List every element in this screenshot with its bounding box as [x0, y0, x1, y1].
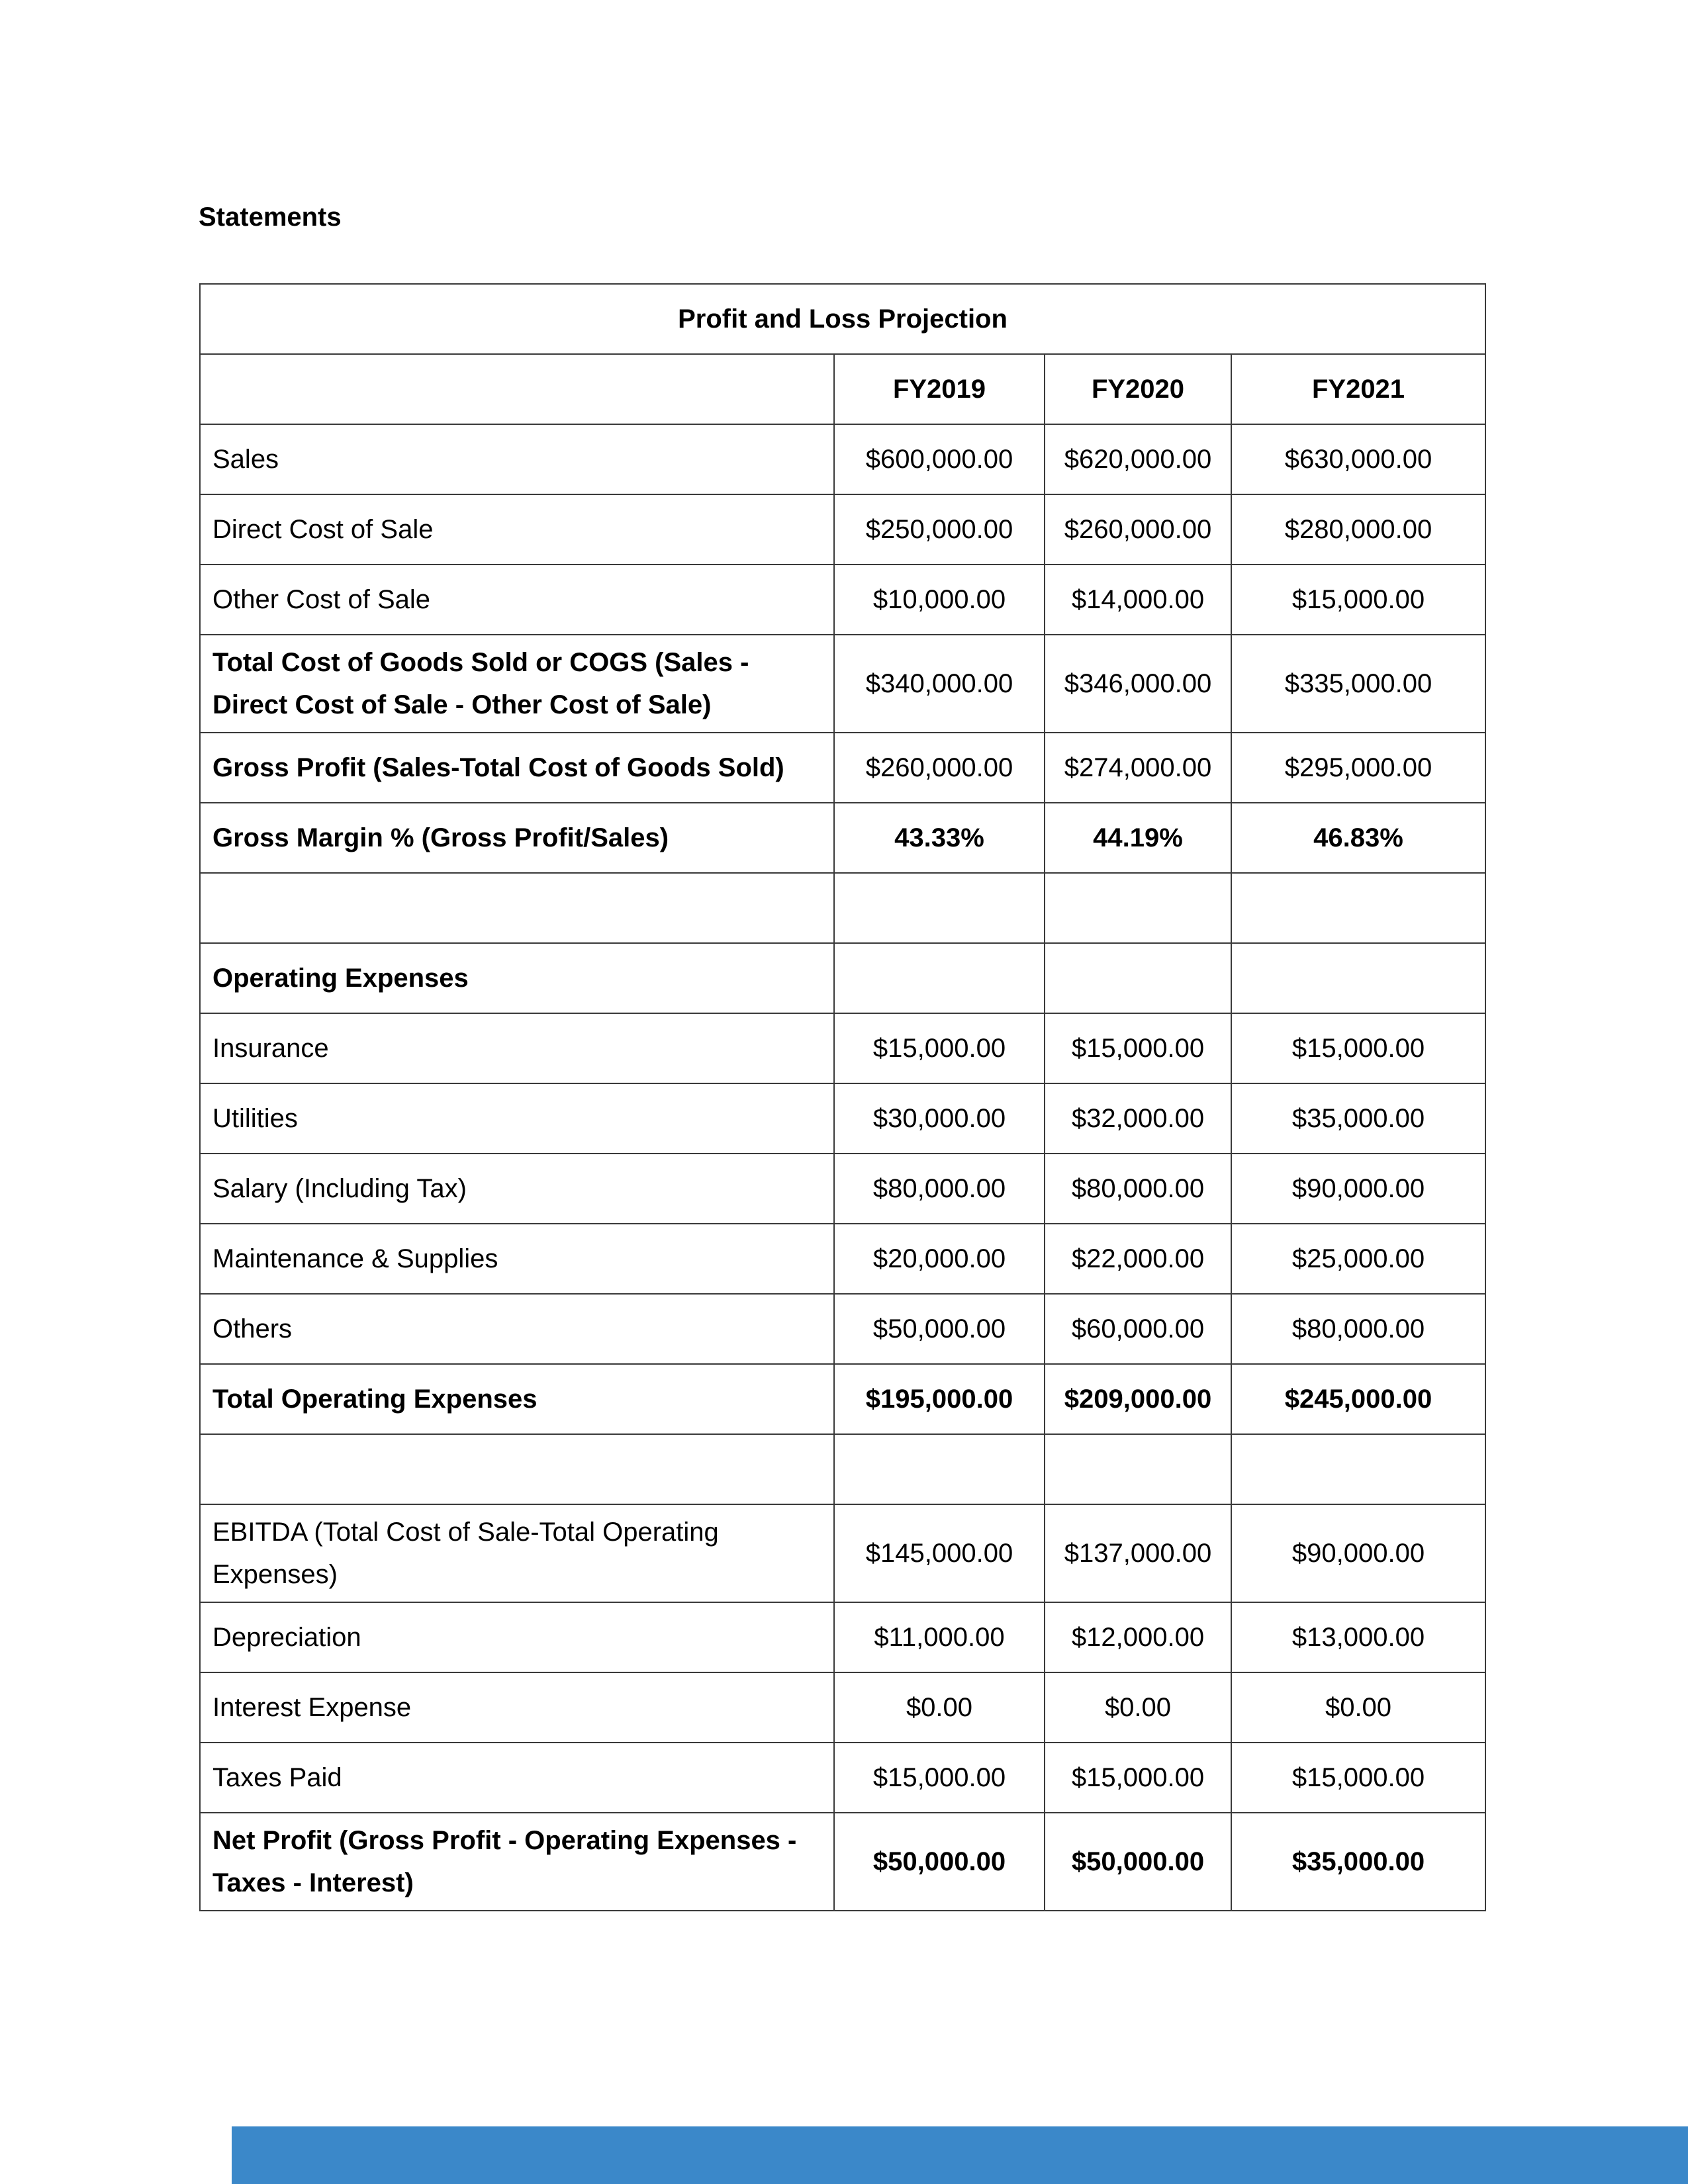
table-row-total-operating-expenses — [200, 1364, 1485, 1434]
cell-fy2020: $137,000.00 — [1045, 1504, 1231, 1602]
column-header-empty — [200, 354, 834, 424]
footer-bar — [232, 2126, 1688, 2184]
section-heading: Statements — [199, 203, 342, 232]
cell-fy2019: $260,000.00 — [834, 733, 1045, 803]
table-row-operating-expenses-header — [200, 943, 1485, 1013]
row-label — [200, 1434, 834, 1504]
cell-fy2019 — [834, 943, 1045, 1013]
cell-fy2021: $630,000.00 — [1231, 424, 1485, 494]
cell-fy2020: $22,000.00 — [1045, 1224, 1231, 1294]
row-label: Depreciation — [200, 1602, 834, 1672]
table-row-salary — [200, 1154, 1485, 1224]
row-label — [200, 873, 834, 943]
cell-fy2021: $80,000.00 — [1231, 1294, 1485, 1364]
column-header-fy2020: FY2020 — [1045, 354, 1231, 424]
cell-fy2021: $35,000.00 — [1231, 1813, 1485, 1911]
row-label: Interest Expense — [200, 1672, 834, 1743]
cell-fy2019: $10,000.00 — [834, 565, 1045, 635]
row-label: Operating Expenses — [200, 943, 834, 1013]
table-row-total-cogs — [200, 635, 1485, 733]
cell-fy2020: $209,000.00 — [1045, 1364, 1231, 1434]
cell-fy2019: $20,000.00 — [834, 1224, 1045, 1294]
table-row-insurance — [200, 1013, 1485, 1083]
cell-fy2019: $30,000.00 — [834, 1083, 1045, 1154]
table-row-ebitda — [200, 1504, 1485, 1602]
row-label: Direct Cost of Sale — [200, 494, 834, 565]
row-label: Utilities — [200, 1083, 834, 1154]
cell-fy2019: $600,000.00 — [834, 424, 1045, 494]
cell-fy2021 — [1231, 1434, 1485, 1504]
row-label: Salary (Including Tax) — [200, 1154, 834, 1224]
cell-fy2020: $260,000.00 — [1045, 494, 1231, 565]
table-row-taxes-paid — [200, 1743, 1485, 1813]
row-label: Taxes Paid — [200, 1743, 834, 1813]
cell-fy2019: $50,000.00 — [834, 1813, 1045, 1911]
row-label: Total Operating Expenses — [200, 1364, 834, 1434]
cell-fy2019: $0.00 — [834, 1672, 1045, 1743]
table-row-maintenance-supplies — [200, 1224, 1485, 1294]
column-header-row — [200, 354, 1485, 424]
table-title: Profit and Loss Projection — [200, 284, 1485, 354]
cell-fy2021: $245,000.00 — [1231, 1364, 1485, 1434]
cell-fy2020: $15,000.00 — [1045, 1013, 1231, 1083]
cell-fy2019 — [834, 873, 1045, 943]
row-label: Other Cost of Sale — [200, 565, 834, 635]
cell-fy2019: $50,000.00 — [834, 1294, 1045, 1364]
cell-fy2019: $195,000.00 — [834, 1364, 1045, 1434]
row-label: Net Profit (Gross Profit - Operating Expenses - Taxes - Interest) — [200, 1813, 834, 1911]
row-label: Gross Profit (Sales-Total Cost of Goods Sold) — [200, 733, 834, 803]
cell-fy2020: $50,000.00 — [1045, 1813, 1231, 1911]
cell-fy2021: $335,000.00 — [1231, 635, 1485, 733]
cell-fy2019: 43.33% — [834, 803, 1045, 873]
row-label: Sales — [200, 424, 834, 494]
cell-fy2019: $15,000.00 — [834, 1013, 1045, 1083]
cell-fy2020: $60,000.00 — [1045, 1294, 1231, 1364]
cell-fy2020: $14,000.00 — [1045, 565, 1231, 635]
row-label: Others — [200, 1294, 834, 1364]
cell-fy2020: $620,000.00 — [1045, 424, 1231, 494]
row-label: Total Cost of Goods Sold or COGS (Sales - Direct Cost of Sale - Other Cost of Sale) — [200, 635, 834, 733]
cell-fy2019: $11,000.00 — [834, 1602, 1045, 1672]
cell-fy2020: $80,000.00 — [1045, 1154, 1231, 1224]
table-row-blank — [200, 1434, 1485, 1504]
row-label: Gross Margin % (Gross Profit/Sales) — [200, 803, 834, 873]
cell-fy2021: $15,000.00 — [1231, 1743, 1485, 1813]
cell-fy2021: $15,000.00 — [1231, 1013, 1485, 1083]
table-row-depreciation — [200, 1602, 1485, 1672]
cell-fy2020: 44.19% — [1045, 803, 1231, 873]
cell-fy2021: $295,000.00 — [1231, 733, 1485, 803]
cell-fy2021: $25,000.00 — [1231, 1224, 1485, 1294]
cell-fy2021: $90,000.00 — [1231, 1504, 1485, 1602]
cell-fy2021: 46.83% — [1231, 803, 1485, 873]
profit-loss-table — [199, 283, 1486, 1911]
cell-fy2020: $274,000.00 — [1045, 733, 1231, 803]
cell-fy2021: $15,000.00 — [1231, 565, 1485, 635]
cell-fy2020 — [1045, 1434, 1231, 1504]
table-title-row — [200, 284, 1485, 354]
cell-fy2019: $250,000.00 — [834, 494, 1045, 565]
column-header-fy2019: FY2019 — [834, 354, 1045, 424]
cell-fy2019: $340,000.00 — [834, 635, 1045, 733]
cell-fy2021: $280,000.00 — [1231, 494, 1485, 565]
cell-fy2021 — [1231, 943, 1485, 1013]
table-row-other-cost-of-sale — [200, 565, 1485, 635]
cell-fy2021 — [1231, 873, 1485, 943]
table-row-gross-profit — [200, 733, 1485, 803]
cell-fy2021: $13,000.00 — [1231, 1602, 1485, 1672]
cell-fy2019 — [834, 1434, 1045, 1504]
row-label: EBITDA (Total Cost of Sale-Total Operating Expenses) — [200, 1504, 834, 1602]
cell-fy2020: $0.00 — [1045, 1672, 1231, 1743]
table-row-sales — [200, 424, 1485, 494]
row-label: Maintenance & Supplies — [200, 1224, 834, 1294]
row-label: Insurance — [200, 1013, 834, 1083]
cell-fy2020 — [1045, 873, 1231, 943]
cell-fy2019: $15,000.00 — [834, 1743, 1045, 1813]
table-row-gross-margin — [200, 803, 1485, 873]
cell-fy2020: $346,000.00 — [1045, 635, 1231, 733]
cell-fy2021: $90,000.00 — [1231, 1154, 1485, 1224]
cell-fy2020 — [1045, 943, 1231, 1013]
table-row-blank — [200, 873, 1485, 943]
table-row-interest-expense — [200, 1672, 1485, 1743]
cell-fy2020: $32,000.00 — [1045, 1083, 1231, 1154]
cell-fy2019: $145,000.00 — [834, 1504, 1045, 1602]
cell-fy2020: $12,000.00 — [1045, 1602, 1231, 1672]
column-header-fy2021: FY2021 — [1231, 354, 1485, 424]
table-row-direct-cost-of-sale — [200, 494, 1485, 565]
cell-fy2020: $15,000.00 — [1045, 1743, 1231, 1813]
cell-fy2019: $80,000.00 — [834, 1154, 1045, 1224]
cell-fy2021: $0.00 — [1231, 1672, 1485, 1743]
cell-fy2021: $35,000.00 — [1231, 1083, 1485, 1154]
table-row-others — [200, 1294, 1485, 1364]
table-row-net-profit — [200, 1813, 1485, 1911]
table-row-utilities — [200, 1083, 1485, 1154]
